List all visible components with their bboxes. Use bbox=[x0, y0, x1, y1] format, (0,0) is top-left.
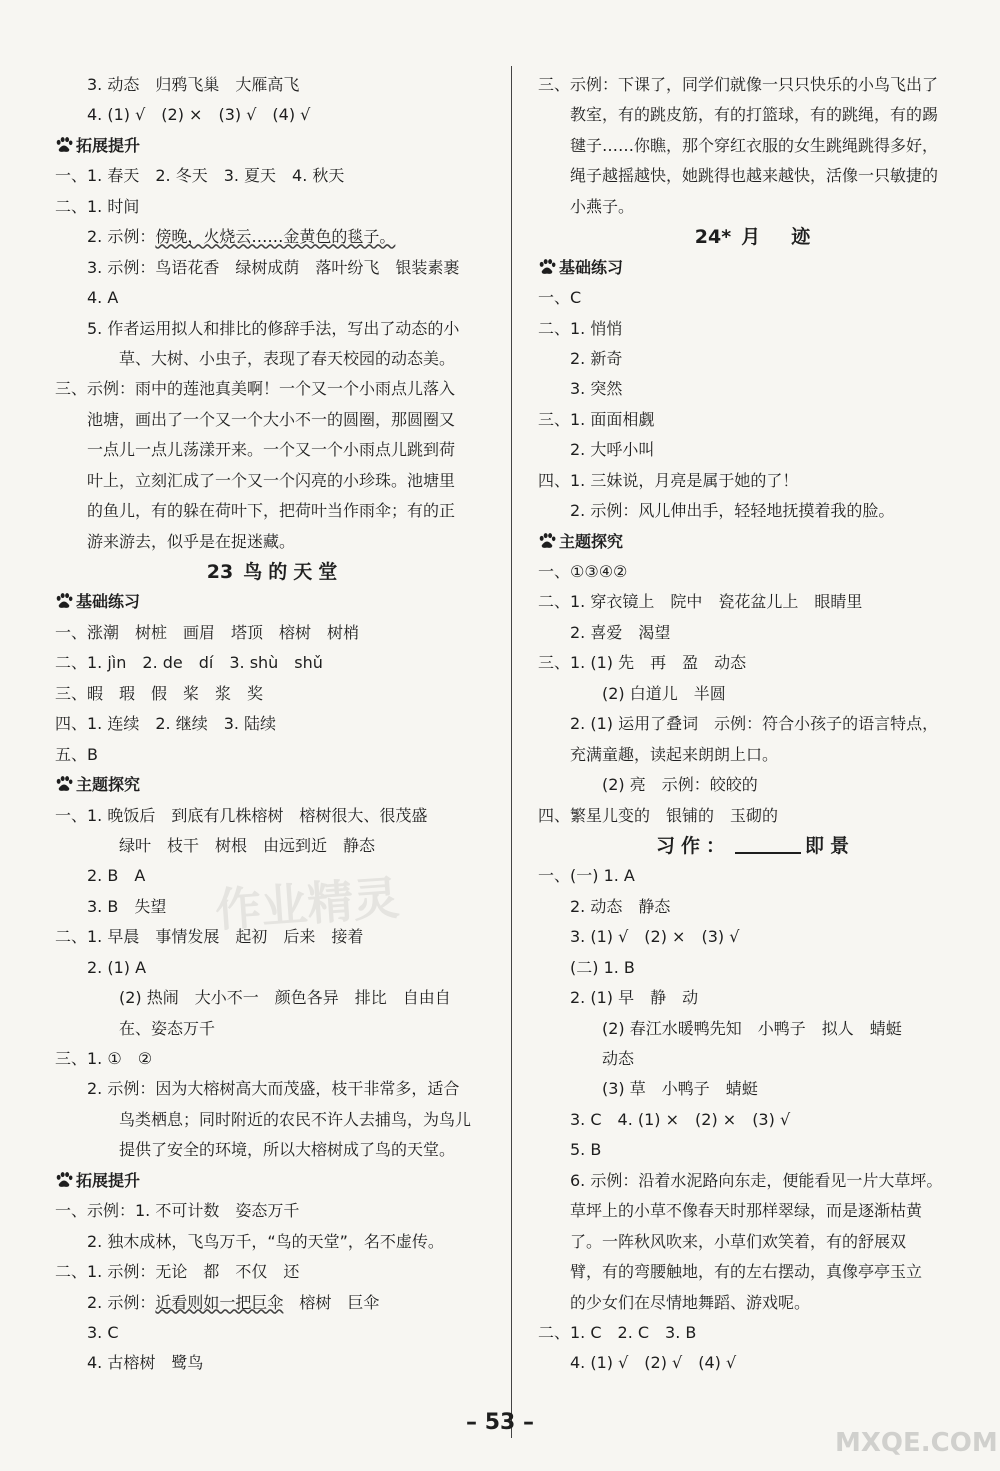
answer-text: (3) 草 小鸭子 蜻蜓 bbox=[602, 1079, 758, 1099]
answer-line bbox=[55, 253, 495, 283]
answer-text: 教室，有的跳皮筋，有的打篮球，有的跳绳，有的踢 bbox=[570, 105, 939, 125]
lesson-title bbox=[538, 831, 973, 861]
answer-line bbox=[538, 709, 973, 739]
answer-text: (2) 亮 示例：皎皎的 bbox=[602, 775, 758, 795]
answer-line bbox=[538, 192, 973, 222]
answer-text: 3. 突然 bbox=[570, 379, 623, 399]
lesson-name: 即景 bbox=[805, 834, 856, 857]
answer-text: 2. 独木成林，飞鸟万千，“鸟的天堂”，名不虚传。 bbox=[87, 1231, 444, 1251]
answer-line bbox=[538, 801, 973, 831]
answer-text: 5. 作者运用拟人和排比的修辞手法，写出了动态的小 bbox=[87, 318, 460, 338]
answer-line bbox=[55, 1348, 495, 1378]
answer-text: 3. (1) √ (2) × (3) √ bbox=[570, 927, 740, 947]
section-heading bbox=[55, 131, 495, 161]
answer-text: 二、1. jìn 2. de dí 3. shù shǔ bbox=[55, 653, 323, 673]
answer-line bbox=[538, 953, 973, 983]
answer-text: 绿叶 枝干 树根 由远到近 静态 bbox=[119, 835, 376, 855]
answer-line bbox=[55, 1196, 495, 1226]
answer-text: 二、1. 时间 bbox=[55, 196, 140, 216]
answer-text: 4. (1) √ (2) × (3) √ (4) √ bbox=[87, 105, 311, 125]
answer-line bbox=[55, 1135, 495, 1165]
answer-line bbox=[538, 1227, 973, 1257]
answer-text: 三、示例：下课了，同学们就像一只只快乐的小鸟飞出了 bbox=[538, 75, 939, 94]
lesson-title bbox=[55, 557, 495, 587]
answer-text: 二、1. 早晨 事情发展 起初 后来 接着 bbox=[55, 927, 364, 947]
answer-text: 三、1. (1) 先 再 盈 动态 bbox=[538, 653, 747, 673]
answer-text: 2. (1) 运用了叠词 示例：符合小孩子的语言特点， bbox=[570, 714, 939, 734]
paw-icon bbox=[55, 133, 73, 149]
answer-text: 2. (1) 早 静 动 bbox=[570, 988, 699, 1008]
answer-line bbox=[538, 1074, 973, 1104]
answer-line bbox=[538, 70, 973, 100]
answer-line bbox=[55, 314, 495, 344]
answer-text: 一、(一) 1. A bbox=[538, 866, 635, 886]
answer-line bbox=[55, 70, 495, 100]
answer-text: 2. 示例：风儿伸出手，轻轻地抚摸着我的脸。 bbox=[570, 501, 895, 521]
section-label: 主题探究 bbox=[76, 775, 141, 795]
section-label: 主题探究 bbox=[559, 531, 624, 551]
answer-line bbox=[538, 770, 973, 800]
answer-text: 2. 喜爱 渴望 bbox=[570, 622, 671, 642]
answer-line bbox=[55, 344, 495, 374]
answer-line bbox=[55, 831, 495, 861]
answer-text: 3. 动态 归鸦飞巢 大雁高飞 bbox=[87, 75, 300, 94]
answer-line bbox=[538, 466, 973, 496]
section-label: 拓展提升 bbox=[76, 1170, 141, 1190]
section-heading bbox=[55, 1166, 495, 1196]
underlined-answer: 近看则如一把巨伞 bbox=[155, 1292, 284, 1312]
answer-text: 毽子……你瞧，那个穿红衣服的女生跳绳跳得多好， bbox=[570, 135, 939, 155]
paw-icon bbox=[538, 255, 556, 271]
answer-line bbox=[55, 1288, 495, 1318]
answer-text: 三、1. 面面相觑 bbox=[538, 409, 655, 429]
title-blank bbox=[735, 834, 801, 854]
answer-line bbox=[55, 1105, 495, 1135]
answer-text: 2. 示例：因为大榕树高大而茂盛，枝干非常多，适合 bbox=[87, 1079, 460, 1099]
answer-text: 在、姿态万千 bbox=[119, 1018, 216, 1038]
answer-text: 一、涨潮 树桩 画眉 塔顶 榕树 树梢 bbox=[55, 622, 360, 642]
answer-text: 一、1. 晚饭后 到底有几株榕树 榕树很大、很茂盛 bbox=[55, 805, 428, 825]
answer-line bbox=[538, 496, 973, 526]
answer-line bbox=[55, 953, 495, 983]
answer-line bbox=[55, 435, 495, 465]
answer-line bbox=[55, 1257, 495, 1287]
answer-text: 3. C bbox=[87, 1322, 119, 1342]
answer-line bbox=[55, 374, 495, 404]
answer-line bbox=[538, 618, 973, 648]
answer-line bbox=[538, 1044, 973, 1074]
answer-text: 2. 动态 静态 bbox=[570, 896, 671, 916]
section-heading bbox=[538, 253, 973, 283]
answer-line bbox=[538, 1318, 973, 1348]
answer-text: 三、示例：雨中的莲池真美啊！一个又一个小雨点儿落入 bbox=[55, 379, 456, 399]
answer-text: 了。一阵秋风吹来，小草们欢笑着，有的舒展双 bbox=[570, 1231, 907, 1251]
answer-text: 一点儿一点儿荡漾开来。一个又一个小雨点儿跳到荷 bbox=[87, 440, 456, 460]
answer-text: 4. 古榕树 鹭鸟 bbox=[87, 1353, 204, 1373]
answer-line bbox=[538, 1014, 973, 1044]
answer-line bbox=[538, 314, 973, 344]
answer-line bbox=[55, 740, 495, 770]
answer-text: (2) 春江水暖鸭先知 小鸭子 拟人 蜻蜓 bbox=[602, 1018, 902, 1038]
section-label: 基础练习 bbox=[76, 592, 141, 612]
answer-line bbox=[55, 496, 495, 526]
answer-line bbox=[55, 1227, 495, 1257]
left-column bbox=[55, 70, 495, 1379]
answer-text: 2. 示例： bbox=[87, 227, 156, 247]
section-label: 拓展提升 bbox=[76, 135, 141, 155]
answer-line bbox=[538, 1105, 973, 1135]
answer-text: 动态 bbox=[602, 1049, 635, 1068]
answer-text: 池塘，画出了一个又一个大小不一的圆圈，那圆圈又 bbox=[87, 409, 456, 429]
answer-line bbox=[538, 131, 973, 161]
page-number: – 53 – bbox=[466, 1410, 534, 1435]
answer-text: 五、B bbox=[55, 744, 98, 764]
answer-line bbox=[55, 161, 495, 191]
answer-text: 二、1. C 2. C 3. B bbox=[538, 1322, 697, 1342]
lesson-name: 鸟的天堂 bbox=[243, 561, 344, 583]
answer-line bbox=[55, 679, 495, 709]
answer-line bbox=[538, 405, 973, 435]
answer-text: 臂，有的弯腰触地，有的左右摆动，真像亭亭玉立 bbox=[570, 1262, 923, 1282]
lesson-number: 24* bbox=[694, 226, 732, 249]
answer-text: 充满童趣，读起来朗朗上口。 bbox=[570, 744, 779, 764]
column-divider bbox=[511, 66, 512, 1438]
answer-line bbox=[538, 983, 973, 1013]
answer-line bbox=[538, 161, 973, 191]
answer-text: 四、1. 连续 2. 继续 3. 陆续 bbox=[55, 714, 277, 734]
answer-line bbox=[538, 1166, 973, 1196]
answer-line bbox=[538, 435, 973, 465]
answer-text: 3. B 失望 bbox=[87, 896, 167, 916]
answer-text: 绳子越摇越快，她跳得也越来越快，活像一只敏捷的 bbox=[570, 166, 939, 186]
answer-text: 四、繁星儿变的 银铺的 玉砌的 bbox=[538, 805, 779, 825]
answer-line bbox=[538, 892, 973, 922]
lesson-number: 23 bbox=[206, 561, 234, 583]
answer-text: (二) 1. B bbox=[570, 957, 635, 977]
answer-text: 草、大树、小虫子，表现了春天校园的动态美。 bbox=[119, 348, 456, 368]
answer-line bbox=[538, 740, 973, 770]
answer-text: 叶上，立刻汇成了一个又一个闪亮的小珍珠。池塘里 bbox=[87, 470, 456, 490]
answer-text: 5. B bbox=[570, 1140, 602, 1160]
paw-icon bbox=[55, 589, 73, 605]
answer-text: 小燕子。 bbox=[570, 196, 635, 216]
answer-text: 一、1. 春天 2. 冬天 3. 夏天 4. 秋天 bbox=[55, 166, 345, 186]
answer-line bbox=[55, 527, 495, 557]
answer-line bbox=[538, 922, 973, 952]
answer-line bbox=[55, 648, 495, 678]
answer-line bbox=[55, 983, 495, 1013]
watermark-corner: MXQE.COM bbox=[835, 1428, 998, 1458]
answer-text: 2. 新奇 bbox=[570, 348, 623, 368]
section-heading bbox=[55, 770, 495, 800]
answer-line bbox=[55, 1318, 495, 1348]
answer-line bbox=[55, 466, 495, 496]
answer-text: 一、示例：1. 不可计数 姿态万千 bbox=[55, 1201, 300, 1221]
answer-text: 二、1. 示例：无论 都 不仅 还 bbox=[55, 1262, 300, 1282]
answer-line bbox=[538, 587, 973, 617]
answer-text: 2. (1) A bbox=[87, 957, 147, 977]
answer-line bbox=[538, 557, 973, 587]
answer-text: (2) 白道儿 半圆 bbox=[602, 683, 726, 703]
answer-line bbox=[55, 222, 495, 252]
answer-text: 二、1. 穿衣镜上 院中 瓷花盆儿上 眼睛里 bbox=[538, 592, 863, 612]
answer-line bbox=[538, 1257, 973, 1287]
answer-tail: 榕树 巨伞 bbox=[283, 1292, 380, 1312]
answer-line bbox=[55, 1044, 495, 1074]
underlined-answer: 傍晚，火烧云……金黄色的毯子。 bbox=[155, 227, 396, 247]
lesson-title bbox=[538, 222, 973, 252]
answer-text: 2. 大呼小叫 bbox=[570, 440, 655, 460]
answer-text: 游来游去，似乎是在捉迷藏。 bbox=[87, 531, 296, 551]
answer-line bbox=[55, 801, 495, 831]
answer-text: 3. C 4. (1) × (2) × (3) √ bbox=[570, 1109, 791, 1129]
section-label: 基础练习 bbox=[559, 257, 624, 277]
answer-line bbox=[538, 679, 973, 709]
answer-line bbox=[55, 709, 495, 739]
answer-text: 的鱼儿，有的躲在荷叶下，把荷叶当作雨伞；有的正 bbox=[87, 501, 456, 521]
right-column bbox=[538, 70, 973, 1379]
answer-line bbox=[55, 1014, 495, 1044]
answer-line bbox=[55, 283, 495, 313]
section-heading bbox=[55, 587, 495, 617]
answer-line bbox=[538, 1135, 973, 1165]
paw-icon bbox=[55, 1168, 73, 1184]
title-prefix: 习作： bbox=[655, 834, 731, 857]
answer-text: 2. 示例： bbox=[87, 1292, 156, 1312]
answer-line bbox=[538, 283, 973, 313]
answer-line bbox=[538, 648, 973, 678]
answer-line bbox=[538, 1288, 973, 1318]
answer-text: 三、暇 瑕 假 桨 浆 奖 bbox=[55, 683, 264, 703]
answer-line bbox=[55, 618, 495, 648]
paw-icon bbox=[55, 772, 73, 788]
answer-text: 4. (1) √ (2) √ (4) √ bbox=[570, 1353, 737, 1373]
answer-text: 2. B A bbox=[87, 866, 146, 886]
lesson-name: 月 迹 bbox=[741, 226, 817, 249]
answer-text: 草坪上的小草不像春天时那样翠绿，而是逐渐枯黄 bbox=[570, 1201, 923, 1221]
answer-text: 一、①③④② bbox=[538, 562, 628, 581]
answer-text: 6. 示例：沿着水泥路向东走，便能看见一片大草坪。 bbox=[570, 1170, 943, 1190]
answer-line bbox=[538, 1348, 973, 1378]
answer-text: 四、1. 三妹说，月亮是属于她的了！ bbox=[538, 470, 799, 490]
answer-line bbox=[55, 1074, 495, 1104]
answer-text: 一、C bbox=[538, 288, 582, 308]
answer-text: 4. A bbox=[87, 288, 119, 308]
answer-text: 的少女们在尽情地舞蹈、游戏呢。 bbox=[570, 1292, 811, 1312]
answer-line bbox=[55, 192, 495, 222]
answer-text: 二、1. 悄悄 bbox=[538, 318, 623, 338]
answer-line bbox=[538, 100, 973, 130]
answer-line bbox=[538, 861, 973, 891]
answer-line bbox=[538, 344, 973, 374]
answer-line bbox=[538, 1196, 973, 1226]
answer-line bbox=[538, 374, 973, 404]
answer-line bbox=[55, 100, 495, 130]
answer-text: (2) 热闹 大小不一 颜色各异 排比 自由自 bbox=[119, 988, 451, 1008]
answer-text: 鸟类栖息；同时附近的农民不许人去捕鸟，为鸟儿 bbox=[119, 1109, 472, 1129]
answer-text: 3. 示例：鸟语花香 绿树成荫 落叶纷飞 银装素裹 bbox=[87, 257, 460, 277]
paw-icon bbox=[538, 529, 556, 545]
answer-text: 三、1. ① ② bbox=[55, 1049, 153, 1068]
answer-line bbox=[55, 405, 495, 435]
watermark-center: 作业精灵 bbox=[213, 870, 401, 938]
answer-text: 提供了安全的环境，所以大榕树成了鸟的天堂。 bbox=[119, 1140, 456, 1160]
section-heading bbox=[538, 527, 973, 557]
